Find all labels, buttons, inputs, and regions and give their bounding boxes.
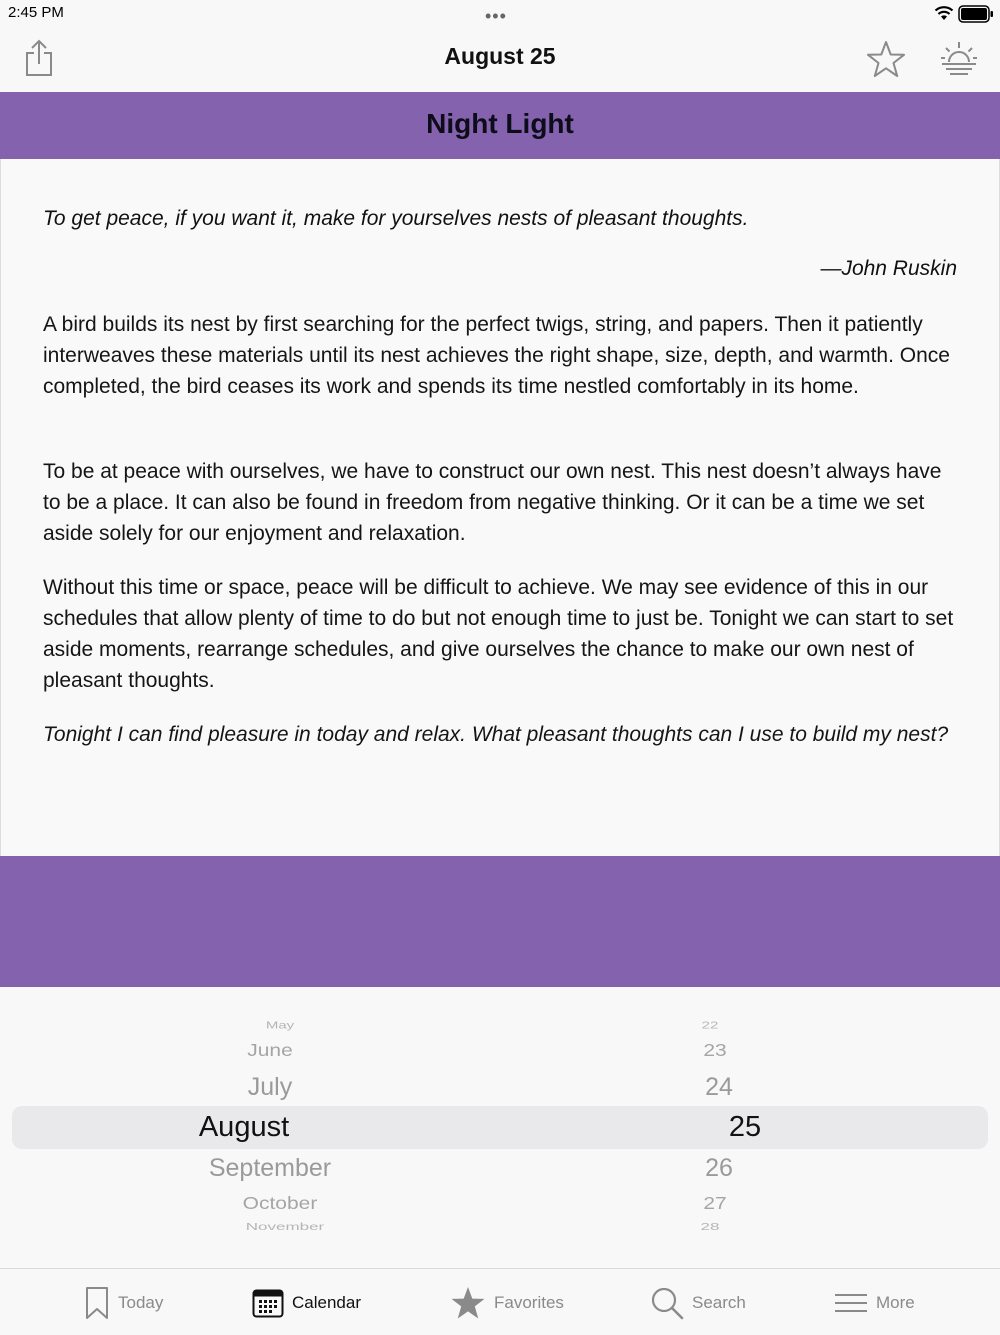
status-bar	[0, 0, 1000, 28]
sunrise-icon	[938, 38, 980, 78]
footer-band	[0, 856, 1000, 987]
night-mode-button[interactable]	[938, 38, 980, 78]
picker-month-option[interactable]: June	[247, 1040, 293, 1061]
opening-quote: To get peace, if you want it, make for yourselves nests of pleasant thoughts.	[43, 207, 749, 230]
tab-more[interactable]	[834, 1283, 915, 1323]
nav-title: August 25	[444, 43, 556, 69]
picker-day-option[interactable]: 27	[703, 1193, 727, 1214]
picker-day-option[interactable]: 23	[703, 1040, 727, 1061]
tab-search[interactable]	[650, 1283, 746, 1323]
star-icon	[866, 40, 906, 78]
tab-favorites[interactable]	[450, 1283, 564, 1323]
picker-month-option[interactable]: May	[265, 1019, 295, 1032]
status-time: 2:45 PM	[8, 4, 64, 21]
date-picker[interactable]	[0, 987, 1000, 1268]
picker-month-option[interactable]: November	[245, 1221, 325, 1233]
picker-day-option[interactable]: 28	[700, 1221, 720, 1233]
tab-label: Today	[118, 1293, 164, 1312]
quote-author: —John Ruskin	[820, 257, 957, 280]
body-paragraph: Without this time or space, peace will be difficult to achieve. We may see evidence of this in our schedules that allow plenty of time to do but not enough time to just be. Tonight we can start to set aside moments, rearrange schedules, and give ourselves the chance to make our own nest of pleasant thoughts.	[43, 576, 954, 692]
navigation-bar	[0, 28, 1000, 92]
tab-label: Favorites	[494, 1293, 564, 1312]
tab-calendar[interactable]	[252, 1283, 361, 1323]
body-paragraph: To be at peace with ourselves, we have to construct our own nest. This nest doesn’t always have to be a place. It can also be found in freedom from negative thinking. Or it can be a time we set aside solely for our enjoyment and relaxation.	[43, 460, 942, 545]
reading-header	[0, 92, 1000, 159]
tab-label: Search	[692, 1293, 746, 1312]
picker-day-option[interactable]: 22	[701, 1019, 719, 1032]
multitasking-dots[interactable]: •••	[485, 6, 507, 26]
bookmark-icon	[84, 1286, 110, 1320]
tab-label: More	[876, 1293, 915, 1312]
body-paragraph: A bird builds its nest by first searching for the perfect twigs, string, and papers. Then it patiently interweaves these materials until its nest achieves the right shape, size, depth, and warmth. Once completed, the bird ceases its work and spends its time nestled comfortably in its home.	[43, 313, 950, 398]
picker-month-option[interactable]: September	[208, 1154, 332, 1182]
calendar-icon	[252, 1288, 284, 1318]
tab-label: Calendar	[292, 1293, 361, 1312]
favorite-button[interactable]	[866, 40, 906, 78]
battery-icon	[958, 5, 994, 28]
picker-day-option[interactable]: 24	[705, 1073, 733, 1101]
picker-day-selected[interactable]: 25	[728, 1111, 762, 1143]
star-filled-icon	[450, 1286, 486, 1320]
reflection-text: Tonight I can find pleasure in today and relax. What pleasant thoughts can I use to build my nest?	[43, 723, 949, 746]
search-icon	[650, 1286, 684, 1320]
picker-month-selected[interactable]: August	[198, 1111, 290, 1143]
tab-bar	[0, 1268, 1000, 1335]
picker-day-option[interactable]: 26	[705, 1154, 733, 1182]
tab-today[interactable]	[84, 1283, 163, 1323]
picker-month-option[interactable]: October	[242, 1193, 318, 1214]
menu-lines-icon	[834, 1292, 868, 1314]
reading-title: Night Light	[426, 108, 574, 139]
wifi-icon	[934, 5, 954, 26]
reading-content	[0, 159, 1000, 856]
picker-month-option[interactable]: July	[247, 1073, 293, 1101]
